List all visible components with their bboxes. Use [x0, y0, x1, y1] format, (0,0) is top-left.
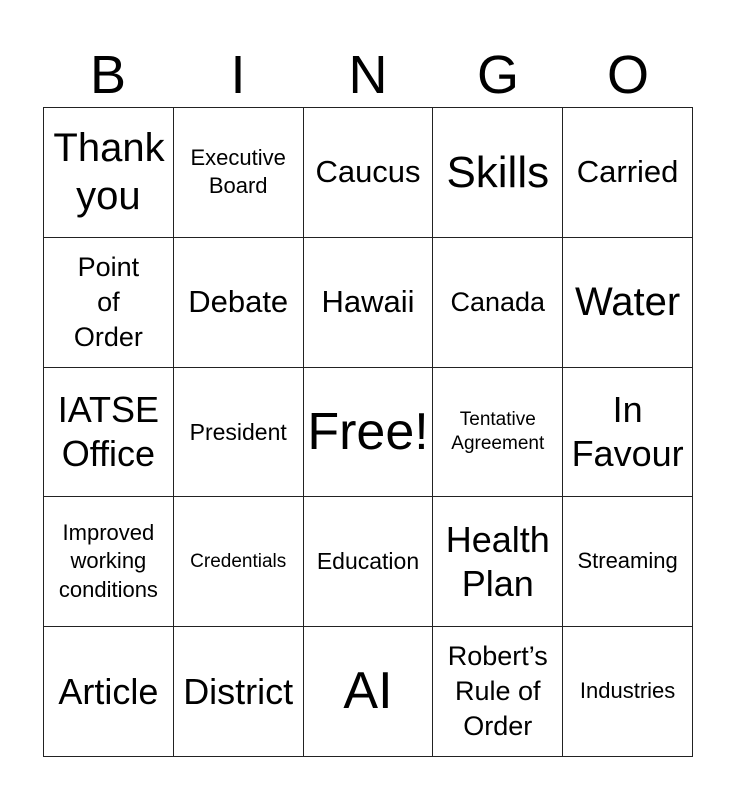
- bingo-cell-r1-c1[interactable]: [44, 108, 174, 238]
- cell-label: In Favour: [571, 389, 684, 474]
- bingo-header: [43, 42, 693, 108]
- bingo-cell-r2-c3[interactable]: [304, 238, 434, 368]
- cell-label: Executive Board: [190, 144, 286, 199]
- bingo-cell-r4-c2[interactable]: [174, 497, 304, 627]
- bingo-cell-r1-c3[interactable]: [304, 108, 434, 238]
- bingo-cell-r1-c5[interactable]: [563, 108, 693, 238]
- cell-label: Article: [58, 670, 159, 712]
- cell-label: Water: [574, 280, 681, 325]
- cell-label: Robert’s Rule of Order: [447, 640, 548, 742]
- bingo-cell-r2-c5[interactable]: [563, 238, 693, 368]
- header-letter-b: B: [89, 45, 127, 105]
- bingo-cell-r5-c5[interactable]: [563, 627, 693, 757]
- cell-label: Hawaii: [321, 284, 415, 320]
- header-letter-o: O: [606, 45, 649, 105]
- header-letter-i: I: [230, 45, 246, 105]
- cell-label: Education: [316, 548, 420, 575]
- cell-label: Industries: [579, 678, 676, 704]
- bingo-cell-r3-c2[interactable]: [174, 368, 304, 498]
- cell-label: Carried: [576, 154, 679, 190]
- cell-label: Tentative Agreement: [451, 409, 545, 454]
- bingo-board: [43, 107, 693, 757]
- cell-label: AI: [343, 662, 393, 721]
- bingo-cell-r4-c4[interactable]: [433, 497, 563, 627]
- bingo-cell-r5-c1[interactable]: [44, 627, 174, 757]
- cell-label: Caucus: [315, 154, 421, 190]
- header-letter-n: N: [348, 45, 388, 105]
- bingo-cell-r4-c1[interactable]: [44, 497, 174, 627]
- cell-label: Point of Order: [73, 251, 143, 352]
- bingo-cell-r2-c4[interactable]: [433, 238, 563, 368]
- cell-label: IATSE Office: [57, 389, 160, 474]
- cell-label: Credentials: [190, 550, 287, 572]
- bingo-cell-r5-c2[interactable]: [174, 627, 304, 757]
- bingo-cell-r5-c4[interactable]: [433, 627, 563, 757]
- cell-label: Health Plan: [445, 518, 550, 604]
- cell-label: President: [189, 418, 287, 445]
- bingo-cell-r2-c2[interactable]: [174, 238, 304, 368]
- bingo-cell-r4-c5[interactable]: [563, 497, 693, 627]
- bingo-cell-r3-c5[interactable]: [563, 368, 693, 498]
- header-letter-g: G: [476, 45, 519, 105]
- cell-label: Streaming: [577, 548, 678, 574]
- bingo-cell-r3-c4[interactable]: [433, 368, 563, 498]
- bingo-cell-r2-c1[interactable]: [44, 238, 174, 368]
- bingo-cell-r3-c1[interactable]: [44, 368, 174, 498]
- cell-label: Debate: [188, 284, 289, 320]
- cell-label: Improved working conditions: [58, 519, 158, 603]
- bingo-cell-r4-c3[interactable]: [304, 497, 434, 627]
- cell-label: Thank you: [53, 126, 165, 219]
- cell-label: District: [183, 670, 294, 712]
- bingo-cell-r1-c2[interactable]: [174, 108, 304, 238]
- cell-label: Free!: [307, 402, 429, 461]
- bingo-cell-r5-c3[interactable]: [304, 627, 434, 757]
- cell-label: Skills: [446, 147, 550, 197]
- bingo-cell-r3-c3[interactable]: [304, 368, 434, 498]
- bingo-cell-r1-c4[interactable]: [433, 108, 563, 238]
- cell-label: Canada: [450, 286, 546, 317]
